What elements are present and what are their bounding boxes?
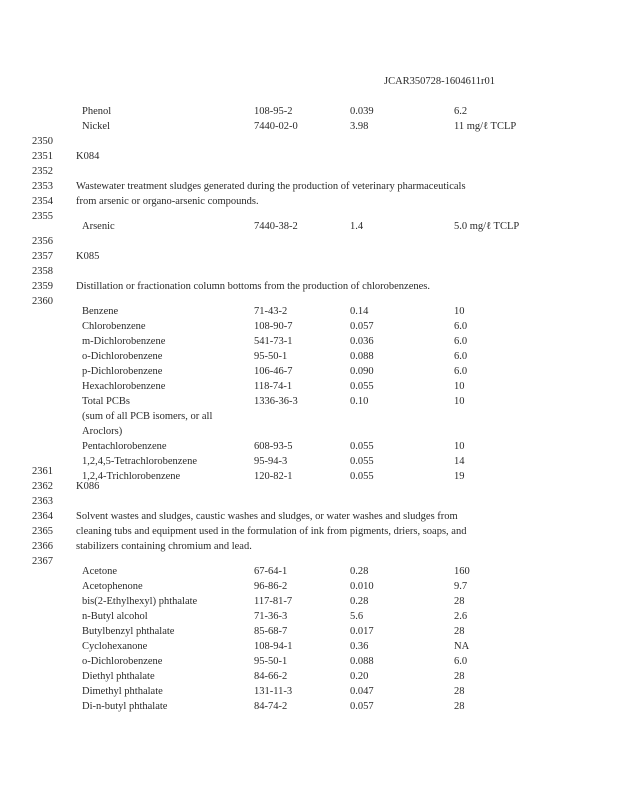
wastewater-standard: 0.055	[350, 471, 374, 482]
line-number: 2362	[32, 481, 53, 492]
wastewater-standard: 0.088	[350, 351, 374, 362]
substance-name: 1,2,4,5-Tetrachlorobenzene	[82, 456, 198, 467]
cas-number: 117-81-7	[254, 596, 293, 607]
substance-name: Total PCBs	[82, 396, 130, 407]
cas-number: 67-64-1	[254, 566, 288, 577]
cas-number: 84-66-2	[254, 671, 288, 682]
waste-code: K085	[76, 251, 100, 262]
cas-number: 95-50-1	[254, 351, 288, 362]
substance-name: Acetone	[82, 566, 117, 577]
cas-number: 7440-38-2	[254, 221, 298, 232]
waste-code: K086	[76, 481, 100, 492]
description-line: Solvent wastes and sludges, caustic washes and sludges, or water washes and sludges from	[76, 511, 458, 522]
nonwastewater-standard: 6.0	[454, 321, 468, 332]
nonwastewater-standard: 6.0	[454, 336, 468, 347]
line-number: 2357	[32, 251, 53, 262]
nonwastewater-standard: 28	[454, 671, 465, 682]
nonwastewater-standard: 6.2	[454, 106, 468, 117]
nonwastewater-standard: 10	[454, 381, 465, 392]
line-number: 2355	[32, 211, 53, 222]
substance-name: Aroclors)	[82, 426, 123, 437]
line-number: 2352	[32, 166, 53, 177]
cas-number: 85-68-7	[254, 626, 288, 637]
substance-name: Di-n-butyl phthalate	[82, 701, 168, 712]
cas-number: 108-95-2	[254, 106, 293, 117]
line-number: 2365	[32, 526, 53, 537]
substance-name: Pentachlorobenzene	[82, 441, 167, 452]
nonwastewater-standard: 28	[454, 626, 465, 637]
cas-number: 84-74-2	[254, 701, 288, 712]
cas-number: 608-93-5	[254, 441, 293, 452]
substance-name: Cyclohexanone	[82, 641, 148, 652]
substance-name: Chlorobenzene	[82, 321, 146, 332]
cas-number: 1336-36-3	[254, 396, 298, 407]
nonwastewater-standard: 28	[454, 701, 465, 712]
cas-number: 95-50-1	[254, 656, 288, 667]
wastewater-standard: 5.6	[350, 611, 364, 622]
line-number: 2364	[32, 511, 53, 522]
substance-name: m-Dichlorobenzene	[82, 336, 166, 347]
nonwastewater-standard: 160	[454, 566, 470, 577]
line-number: 2350	[32, 136, 53, 147]
substance-name: Diethyl phthalate	[82, 671, 155, 682]
cas-number: 120-82-1	[254, 471, 293, 482]
substance-name: Arsenic	[82, 221, 115, 232]
waste-code: K084	[76, 151, 100, 162]
wastewater-standard: 0.20	[350, 671, 369, 682]
wastewater-standard: 3.98	[350, 121, 369, 132]
line-number: 2354	[32, 196, 53, 207]
wastewater-standard: 0.036	[350, 336, 374, 347]
nonwastewater-standard: 6.0	[454, 351, 468, 362]
nonwastewater-standard: 19	[454, 471, 465, 482]
substance-name: Nickel	[82, 121, 110, 132]
nonwastewater-standard: 28	[454, 596, 465, 607]
cas-number: 118-74-1	[254, 381, 293, 392]
description-line: from arsenic or organo-arsenic compounds.	[76, 196, 259, 207]
substance-name: p-Dichlorobenzene	[82, 366, 163, 377]
nonwastewater-standard: 14	[454, 456, 465, 467]
cas-number: 131-11-3	[254, 686, 293, 697]
nonwastewater-standard: 10	[454, 396, 465, 407]
wastewater-standard: 0.010	[350, 581, 374, 592]
line-number: 2359	[32, 281, 53, 292]
document-id: JCAR350728-1604611r01	[384, 76, 496, 87]
substance-name: Phenol	[82, 106, 112, 117]
substance-name: Hexachlorobenzene	[82, 381, 166, 392]
cas-number: 106-46-7	[254, 366, 293, 377]
wastewater-standard: 0.10	[350, 396, 369, 407]
line-number: 2353	[32, 181, 53, 192]
line-number: 2363	[32, 496, 53, 507]
substance-name: Benzene	[82, 306, 119, 317]
wastewater-standard: 0.055	[350, 456, 374, 467]
wastewater-standard: 0.28	[350, 566, 369, 577]
nonwastewater-standard: NA	[454, 641, 470, 652]
nonwastewater-standard: 10	[454, 441, 465, 452]
substance-name: n-Butyl alcohol	[82, 611, 148, 622]
line-number: 2366	[32, 541, 53, 552]
wastewater-standard: 0.055	[350, 441, 374, 452]
nonwastewater-standard: 28	[454, 686, 465, 697]
wastewater-standard: 0.14	[350, 306, 369, 317]
description-line: Distillation or fractionation column bottoms from the production of chlorobenzenes.	[76, 281, 431, 292]
wastewater-standard: 0.057	[350, 701, 374, 712]
line-number: 2358	[32, 266, 53, 277]
wastewater-standard: 1.4	[350, 221, 364, 232]
substance-name: o-Dichlorobenzene	[82, 351, 163, 362]
line-number: 2361	[32, 466, 53, 477]
cas-number: 541-73-1	[254, 336, 293, 347]
line-number: 2360	[32, 296, 53, 307]
wastewater-standard: 0.017	[350, 626, 374, 637]
description-line: stabilizers containing chromium and lead.	[76, 541, 252, 552]
line-number: 2367	[32, 556, 53, 567]
cas-number: 71-36-3	[254, 611, 288, 622]
cas-number: 108-94-1	[254, 641, 293, 652]
wastewater-standard: 0.055	[350, 381, 374, 392]
cas-number: 7440-02-0	[254, 121, 298, 132]
line-number: 2351	[32, 151, 53, 162]
nonwastewater-standard: 2.6	[454, 611, 468, 622]
nonwastewater-standard: 10	[454, 306, 465, 317]
wastewater-standard: 0.057	[350, 321, 374, 332]
nonwastewater-standard: 9.7	[454, 581, 468, 592]
nonwastewater-standard: 11 mg/ℓ TCLP	[454, 121, 517, 132]
substance-name: Butylbenzyl phthalate	[82, 626, 175, 637]
substance-name: (sum of all PCB isomers, or all	[82, 411, 213, 422]
cas-number: 108-90-7	[254, 321, 293, 332]
description-line: cleaning tubs and equipment used in the formulation of ink from pigments, driers, soaps, and	[76, 526, 467, 537]
substance-name: o-Dichlorobenzene	[82, 656, 163, 667]
cas-number: 71-43-2	[254, 306, 288, 317]
substance-name: 1,2,4-Trichlorobenzene	[82, 471, 181, 482]
nonwastewater-standard: 5.0 mg/ℓ TCLP	[454, 221, 520, 232]
substance-name: bis(2-Ethylhexyl) phthalate	[82, 596, 198, 607]
cas-number: 95-94-3	[254, 456, 288, 467]
cas-number: 96-86-2	[254, 581, 288, 592]
line-number: 2356	[32, 236, 53, 247]
wastewater-standard: 0.088	[350, 656, 374, 667]
wastewater-standard: 0.36	[350, 641, 369, 652]
nonwastewater-standard: 6.0	[454, 656, 468, 667]
wastewater-standard: 0.28	[350, 596, 369, 607]
description-line: Wastewater treatment sludges generated during the production of veterinary pharmaceuticals	[76, 181, 466, 192]
wastewater-standard: 0.090	[350, 366, 374, 377]
substance-name: Dimethyl phthalate	[82, 686, 163, 697]
nonwastewater-standard: 6.0	[454, 366, 468, 377]
wastewater-standard: 0.047	[350, 686, 374, 697]
wastewater-standard: 0.039	[350, 106, 374, 117]
substance-name: Acetophenone	[82, 581, 143, 592]
